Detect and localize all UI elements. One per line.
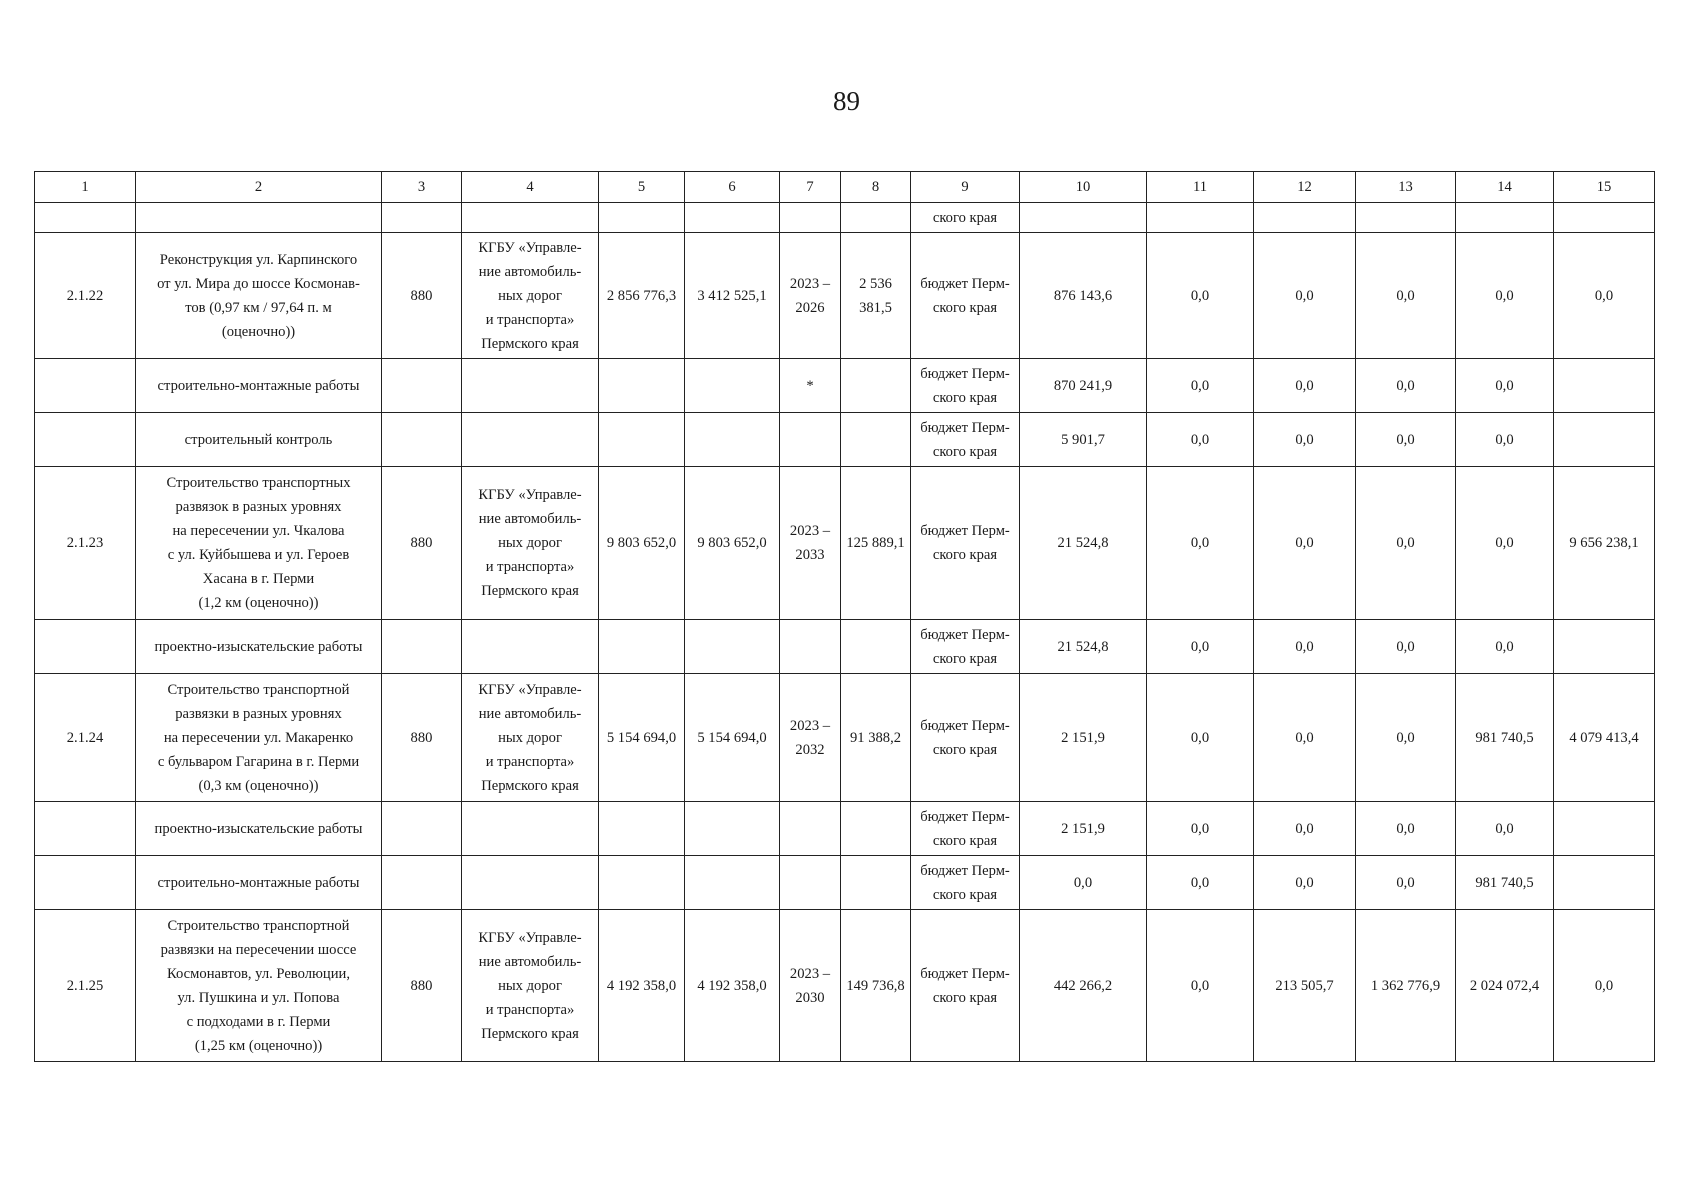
cell-funding-source-line: ского края xyxy=(932,299,998,316)
cell-executor-line: КГБУ «Управле- xyxy=(478,929,582,946)
cell-period-line: 2032 xyxy=(795,741,825,758)
column-header: 8 xyxy=(841,172,911,203)
cell-amount-col-14: 2 024 072,4 xyxy=(1456,910,1554,1062)
cell-item-name-line: развязок в разных уровнях xyxy=(175,499,342,515)
cell-item-number: 2.1.25 xyxy=(35,910,136,1062)
cell-amount-col-10: 21 524,8 xyxy=(1020,620,1147,674)
cell-funding-source-line: бюджет Перм- xyxy=(920,965,1010,982)
cell-spent-before xyxy=(841,233,911,359)
cell-amount-col-13: 1 362 776,9 xyxy=(1356,910,1456,1062)
cell-amount-col-11: 0,0 xyxy=(1147,467,1254,620)
cell-period: * xyxy=(780,359,841,413)
cell-item-name-line: (0,3 км (оценочно)) xyxy=(198,777,319,794)
cell-amount-col-14: 0,0 xyxy=(1456,620,1554,674)
cell-amount-col-11: 0,0 xyxy=(1147,674,1254,802)
cell-item-name-line: на пересечении ул. Чкалова xyxy=(172,523,345,539)
column-header: 1 xyxy=(35,172,136,203)
cell-code xyxy=(382,620,462,674)
cell-amount-col-10: 442 266,2 xyxy=(1020,910,1147,1062)
cell-estimated-cost xyxy=(599,802,685,856)
cell-item-name-line: развязки в разных уровнях xyxy=(175,705,342,722)
cell-amount-col-13: 0,0 xyxy=(1356,802,1456,856)
cell-amount-col-10: 870 241,9 xyxy=(1020,359,1147,413)
cell-item-name xyxy=(136,203,382,233)
cell-period-line: 2033 xyxy=(795,547,825,563)
cell-item-name-line: ул. Пушкина и ул. Попова xyxy=(177,989,340,1006)
cell-amount-col-11 xyxy=(1147,203,1254,233)
cell-funding-source-line: ского края xyxy=(932,389,998,406)
cell-executor-line: ных дорог xyxy=(498,977,562,994)
cell-total-cost xyxy=(685,413,780,467)
cell-code xyxy=(382,203,462,233)
subitem-row xyxy=(35,359,1655,413)
cell-executor xyxy=(462,467,599,620)
cell-estimated-cost xyxy=(599,620,685,674)
cell-funding-source-line: бюджет Перм- xyxy=(920,275,1010,292)
cell-funding-source-line: ского края xyxy=(932,989,998,1006)
budget-table xyxy=(34,171,1655,1062)
cell-item-number: 2.1.22 xyxy=(35,233,136,359)
cell-amount-col-14: 0,0 xyxy=(1456,802,1554,856)
cell-funding-source xyxy=(911,674,1020,802)
cell-funding-source-line: бюджет Перм- xyxy=(920,626,1010,643)
cell-item-number: 2.1.24 xyxy=(35,674,136,802)
cell-amount-col-14: 0,0 xyxy=(1456,413,1554,467)
cell-executor-line: и транспорта» xyxy=(485,1001,575,1018)
cell-funding-source-line: бюджет Перм- xyxy=(920,717,1010,734)
cell-item-name-line: тов (0,97 км / 97,64 п. м xyxy=(185,299,332,316)
header-row xyxy=(35,172,1655,203)
cell-period xyxy=(780,413,841,467)
subitem-row xyxy=(35,856,1655,910)
cell-item-name-line: Строительство транспортных xyxy=(166,475,351,491)
cell-executor-line: Пермского края xyxy=(481,583,579,599)
cell-amount-col-15 xyxy=(1554,413,1655,467)
column-header: 2 xyxy=(136,172,382,203)
cell-funding-source: ского края xyxy=(911,203,1020,233)
cell-estimated-cost xyxy=(599,856,685,910)
cell-spent-before-line: 2 536 xyxy=(859,275,892,292)
cell-amount-col-15: 0,0 xyxy=(1554,233,1655,359)
cell-amount-col-12: 0,0 xyxy=(1254,802,1356,856)
cell-amount-col-15 xyxy=(1554,802,1655,856)
cell-executor-line: Пермского края xyxy=(481,335,579,352)
cell-funding-source xyxy=(911,359,1020,413)
cell-item-name-line: развязки на пересечении шоссе xyxy=(160,941,357,958)
cell-code: 880 xyxy=(382,233,462,359)
cell-amount-col-14 xyxy=(1456,203,1554,233)
cell-executor-line: КГБУ «Управле- xyxy=(478,681,582,698)
cell-funding-source-line: бюджет Перм- xyxy=(920,419,1010,436)
cell-item-name-line: от ул. Мира до шоссе Космонав- xyxy=(157,275,360,292)
cell-amount-col-10: 2 151,9 xyxy=(1020,674,1147,802)
cell-funding-source xyxy=(911,910,1020,1062)
cell-period-line: 2023 – xyxy=(789,717,831,734)
cell-item-name-line: (1,2 км (оценочно)) xyxy=(198,595,319,611)
cell-executor xyxy=(462,910,599,1062)
cell-estimated-cost xyxy=(599,413,685,467)
cell-executor-line: ние автомобиль- xyxy=(478,705,582,722)
cell-amount-col-10: 2 151,9 xyxy=(1020,802,1147,856)
cell-period-line: 2030 xyxy=(795,989,825,1006)
cell-spent-before xyxy=(841,203,911,233)
cell-spent-before xyxy=(841,467,911,620)
cell-executor-line: КГБУ «Управле- xyxy=(478,239,582,256)
cell-item-number xyxy=(35,802,136,856)
column-header: 15 xyxy=(1554,172,1655,203)
cell-amount-col-13: 0,0 xyxy=(1356,467,1456,620)
project-row xyxy=(35,233,1655,359)
cell-amount-col-15 xyxy=(1554,359,1655,413)
cell-amount-col-12: 0,0 xyxy=(1254,467,1356,620)
cell-amount-col-15: 9 656 238,1 xyxy=(1554,467,1655,620)
cell-item-name xyxy=(136,359,382,413)
cell-executor xyxy=(462,802,599,856)
cell-item-name-line: Строительство транспортной xyxy=(167,917,350,934)
cell-item-name-line: строительно-монтажные работы xyxy=(157,377,360,394)
cell-total-cost xyxy=(685,203,780,233)
cell-funding-source xyxy=(911,802,1020,856)
cell-amount-col-14: 981 740,5 xyxy=(1456,856,1554,910)
cell-spent-before xyxy=(841,856,911,910)
cell-funding-source-line: ского края xyxy=(932,832,998,849)
cell-item-name-line: Реконструкция ул. Карпинского xyxy=(159,251,358,268)
cell-total-cost: 3 412 525,1 xyxy=(685,233,780,359)
column-header: 10 xyxy=(1020,172,1147,203)
cell-item-name xyxy=(136,233,382,359)
page-number: 89 xyxy=(833,86,860,116)
cell-spent-before-line: 381,5 xyxy=(859,299,892,316)
cell-amount-col-11: 0,0 xyxy=(1147,802,1254,856)
project-row xyxy=(35,467,1655,620)
cell-funding-source xyxy=(911,467,1020,620)
cell-funding-source-line: ского края xyxy=(932,886,998,903)
cell-period xyxy=(780,674,841,802)
cell-amount-col-13: 0,0 xyxy=(1356,674,1456,802)
cell-estimated-cost xyxy=(599,359,685,413)
column-header: 12 xyxy=(1254,172,1356,203)
cell-total-cost: 9 803 652,0 xyxy=(685,467,780,620)
cell-amount-col-12 xyxy=(1254,203,1356,233)
cell-estimated-cost xyxy=(599,203,685,233)
cell-amount-col-11: 0,0 xyxy=(1147,910,1254,1062)
cell-amount-col-14: 0,0 xyxy=(1456,233,1554,359)
cell-period xyxy=(780,856,841,910)
cell-funding-source-line: ского края xyxy=(932,443,998,460)
cell-spent-before xyxy=(841,413,911,467)
cell-funding-source xyxy=(911,856,1020,910)
cell-amount-col-13: 0,0 xyxy=(1356,856,1456,910)
cell-executor xyxy=(462,413,599,467)
cell-spent-before-line: 149 736,8 xyxy=(846,977,905,994)
column-header: 4 xyxy=(462,172,599,203)
cell-spent-before xyxy=(841,910,911,1062)
cell-executor-line: и транспорта» xyxy=(485,753,575,770)
cell-amount-col-10: 5 901,7 xyxy=(1020,413,1147,467)
cell-amount-col-10: 0,0 xyxy=(1020,856,1147,910)
cell-spent-before-line: 91 388,2 xyxy=(849,729,902,746)
cell-period xyxy=(780,467,841,620)
cell-amount-col-15 xyxy=(1554,620,1655,674)
cell-item-name-line: Космонавтов, ул. Революции, xyxy=(167,965,350,982)
cell-total-cost xyxy=(685,359,780,413)
cell-code: 880 xyxy=(382,910,462,1062)
cell-estimated-cost: 9 803 652,0 xyxy=(599,467,685,620)
cell-funding-source-line: бюджет Перм- xyxy=(920,365,1010,382)
cell-estimated-cost: 4 192 358,0 xyxy=(599,910,685,1062)
project-row xyxy=(35,910,1655,1062)
cell-item-name xyxy=(136,802,382,856)
cell-amount-col-15 xyxy=(1554,203,1655,233)
cell-executor-line: ных дорог xyxy=(498,729,562,746)
cell-amount-col-13: 0,0 xyxy=(1356,233,1456,359)
column-header: 14 xyxy=(1456,172,1554,203)
cell-amount-col-13: 0,0 xyxy=(1356,620,1456,674)
cell-spent-before xyxy=(841,802,911,856)
cell-item-number xyxy=(35,413,136,467)
cell-item-name xyxy=(136,856,382,910)
cell-code: 880 xyxy=(382,467,462,620)
cell-item-name-line: (1,25 км (оценочно)) xyxy=(194,1037,323,1054)
cell-item-name xyxy=(136,467,382,620)
cell-amount-col-11: 0,0 xyxy=(1147,856,1254,910)
cell-amount-col-11: 0,0 xyxy=(1147,413,1254,467)
cell-executor xyxy=(462,856,599,910)
cell-executor-line: КГБУ «Управле- xyxy=(478,487,582,503)
cell-amount-col-12: 0,0 xyxy=(1254,359,1356,413)
cell-item-name-line: на пересечении ул. Макаренко xyxy=(163,729,354,746)
cell-item-name xyxy=(136,674,382,802)
cell-item-name-line: Хасана в г. Перми xyxy=(202,571,315,587)
cell-amount-col-13: 0,0 xyxy=(1356,413,1456,467)
cell-item-name-line: строительный контроль xyxy=(184,431,333,448)
project-row xyxy=(35,674,1655,802)
cell-item-number xyxy=(35,203,136,233)
cell-spent-before xyxy=(841,674,911,802)
column-header: 5 xyxy=(599,172,685,203)
cell-code: 880 xyxy=(382,674,462,802)
cell-executor xyxy=(462,674,599,802)
cell-amount-col-15 xyxy=(1554,856,1655,910)
cell-total-cost xyxy=(685,620,780,674)
cell-amount-col-13 xyxy=(1356,203,1456,233)
cell-funding-source-line: бюджет Перм- xyxy=(920,808,1010,825)
cell-code xyxy=(382,802,462,856)
cell-period xyxy=(780,233,841,359)
cell-executor-line: и транспорта» xyxy=(485,311,575,328)
cell-period xyxy=(780,802,841,856)
cell-total-cost: 4 192 358,0 xyxy=(685,910,780,1062)
cell-code xyxy=(382,413,462,467)
cell-total-cost xyxy=(685,802,780,856)
column-header: 7 xyxy=(780,172,841,203)
cell-estimated-cost: 2 856 776,3 xyxy=(599,233,685,359)
cell-amount-col-12: 213 505,7 xyxy=(1254,910,1356,1062)
cell-amount-col-10: 21 524,8 xyxy=(1020,467,1147,620)
table-body xyxy=(35,172,1655,1062)
cell-amount-col-12: 0,0 xyxy=(1254,856,1356,910)
cell-item-name xyxy=(136,620,382,674)
cell-period-line: 2023 – xyxy=(789,275,831,292)
cell-amount-col-15: 4 079 413,4 xyxy=(1554,674,1655,802)
cell-period-line: 2023 – xyxy=(789,523,831,539)
cell-executor-line: ние автомобиль- xyxy=(478,953,582,970)
cell-item-name-line: Строительство транспортной xyxy=(167,681,350,698)
cell-executor xyxy=(462,620,599,674)
cell-executor xyxy=(462,359,599,413)
cell-executor-line: Пермского края xyxy=(481,777,579,794)
cell-code xyxy=(382,359,462,413)
cell-funding-source-line: бюджет Перм- xyxy=(920,862,1010,879)
cell-amount-col-11: 0,0 xyxy=(1147,233,1254,359)
cell-item-name-line: с ул. Куйбышева и ул. Героев xyxy=(167,547,350,563)
cell-spent-before xyxy=(841,359,911,413)
cell-executor-line: ние автомобиль- xyxy=(478,263,582,280)
cell-amount-col-15: 0,0 xyxy=(1554,910,1655,1062)
cell-total-cost xyxy=(685,856,780,910)
cell-amount-col-14: 981 740,5 xyxy=(1456,674,1554,802)
cell-item-name-line: с подходами в г. Перми xyxy=(186,1013,331,1030)
cell-spent-before xyxy=(841,620,911,674)
column-header: 11 xyxy=(1147,172,1254,203)
cell-item-name xyxy=(136,910,382,1062)
cell-item-name-line: проектно-изыскательские работы xyxy=(154,820,363,837)
column-header: 6 xyxy=(685,172,780,203)
cell-amount-col-13: 0,0 xyxy=(1356,359,1456,413)
cell-code xyxy=(382,856,462,910)
cell-amount-col-12: 0,0 xyxy=(1254,620,1356,674)
cell-amount-col-10 xyxy=(1020,203,1147,233)
cell-amount-col-14: 0,0 xyxy=(1456,359,1554,413)
cell-period xyxy=(780,203,841,233)
cell-funding-source xyxy=(911,620,1020,674)
cell-amount-col-12: 0,0 xyxy=(1254,674,1356,802)
cell-amount-col-11: 0,0 xyxy=(1147,359,1254,413)
column-header: 9 xyxy=(911,172,1020,203)
cell-amount-col-10: 876 143,6 xyxy=(1020,233,1147,359)
cell-total-cost: 5 154 694,0 xyxy=(685,674,780,802)
cell-period-line: 2023 – xyxy=(789,965,831,982)
cell-spent-before-line: 125 889,1 xyxy=(846,535,905,551)
cell-funding-source xyxy=(911,413,1020,467)
cell-funding-source-line: ского края xyxy=(932,547,998,563)
cell-item-name-line: (оценочно)) xyxy=(221,323,296,340)
column-header: 13 xyxy=(1356,172,1456,203)
cell-funding-source-line: ского края xyxy=(932,741,998,758)
cell-period-line: 2026 xyxy=(795,299,825,316)
cell-executor-line: и транспорта» xyxy=(485,559,575,575)
cell-funding-source-line: ского края xyxy=(932,650,998,667)
cell-estimated-cost: 5 154 694,0 xyxy=(599,674,685,802)
subitem-row xyxy=(35,413,1655,467)
cell-item-number xyxy=(35,359,136,413)
cell-executor-line: ных дорог xyxy=(498,535,562,551)
cell-executor-line: ние автомобиль- xyxy=(478,511,582,527)
cell-amount-col-12: 0,0 xyxy=(1254,233,1356,359)
cell-item-number xyxy=(35,856,136,910)
cell-amount-col-14: 0,0 xyxy=(1456,467,1554,620)
cell-item-name-line: с бульваром Гагарина в г. Перми xyxy=(157,753,360,770)
cell-funding-source xyxy=(911,233,1020,359)
cell-amount-col-11: 0,0 xyxy=(1147,620,1254,674)
cell-item-number xyxy=(35,620,136,674)
cell-item-name-line: строительно-монтажные работы xyxy=(157,874,360,891)
continuation-row xyxy=(35,203,1655,233)
cell-executor-line: ных дорог xyxy=(498,287,562,304)
cell-item-number: 2.1.23 xyxy=(35,467,136,620)
cell-amount-col-12: 0,0 xyxy=(1254,413,1356,467)
cell-executor-line: Пермского края xyxy=(481,1025,579,1042)
cell-executor xyxy=(462,233,599,359)
cell-period xyxy=(780,910,841,1062)
cell-period xyxy=(780,620,841,674)
subitem-row xyxy=(35,802,1655,856)
cell-item-name-line: проектно-изыскательские работы xyxy=(154,638,363,655)
cell-funding-source-line: бюджет Перм- xyxy=(920,523,1010,539)
cell-executor xyxy=(462,203,599,233)
cell-item-name xyxy=(136,413,382,467)
column-header: 3 xyxy=(382,172,462,203)
subitem-row xyxy=(35,620,1655,674)
